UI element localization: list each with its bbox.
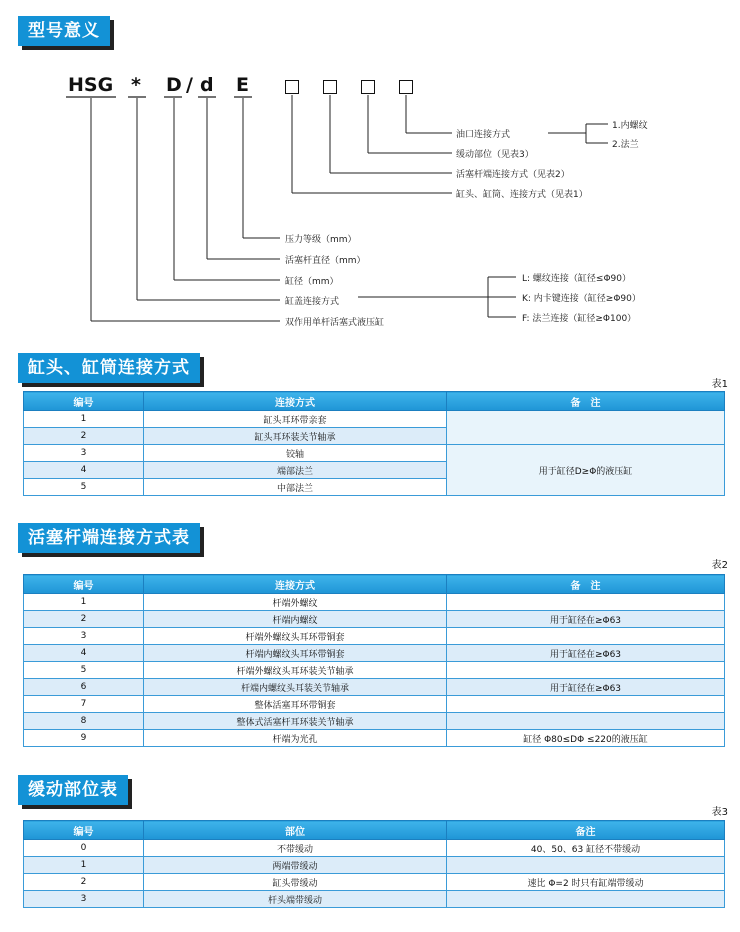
table-row: 9 杆端为光孔 缸径 Φ80≤DΦ ≤220的液压缸 (24, 730, 725, 747)
cover-option-K: K: 内卡键连接（缸径≥Φ90） (522, 294, 641, 304)
label-pressure: 压力等级（mm） (285, 235, 357, 245)
table2-header-remark: 备 注 (447, 575, 725, 594)
table3-header-no: 编号 (24, 821, 144, 840)
table-row: 3 杆端外螺纹头耳环带铜套 (24, 628, 725, 645)
table3-header-remark: 备注 (447, 821, 725, 840)
section-title-table2: 活塞杆端连接方式表 (18, 523, 200, 553)
table1-header-method: 连接方式 (144, 392, 447, 411)
cover-option-F: F: 法兰连接（缸径≥Φ100） (522, 314, 637, 324)
model-prefix: HSG (68, 74, 114, 96)
table-row: 0 不带缓动 40、50、63 缸径不带缓动 (24, 840, 725, 857)
table-row: 5 杆端外螺纹头耳环装关节轴承 (24, 662, 725, 679)
model-bore-code: D (166, 74, 182, 96)
table-row: 2 缸头带缓动 速比 Φ=2 时只有缸端带缓动 (24, 874, 725, 891)
table-row: 1 缸头耳环带亲套 (24, 411, 725, 428)
model-box-head (285, 80, 299, 94)
model-box-port (399, 80, 413, 94)
table-row: 4 杆端内螺纹头耳环带铜套 用于缸径在≥Φ63 (24, 645, 725, 662)
table1-remark: 用于缸径D≥Φ的液压缸 (447, 445, 725, 496)
table3-header-position: 部位 (144, 821, 447, 840)
label-cushion: 缓动部位（见表3） (456, 150, 534, 160)
model-star: * (131, 74, 141, 96)
table-row: 1 两端带缓动 (24, 857, 725, 874)
table2 (23, 574, 725, 747)
table-row: 2 杆端内螺纹 用于缸径在≥Φ63 (24, 611, 725, 628)
table1 (23, 391, 725, 496)
table2-header-method: 连接方式 (144, 575, 447, 594)
table-row: 5 中部法兰 (24, 479, 725, 496)
section-title-model: 型号意义 (18, 16, 110, 46)
table1-header-no: 编号 (24, 392, 144, 411)
table2-label: 表2 (711, 560, 728, 571)
cover-option-L: L: 螺纹连接（缸径≤Φ90） (522, 274, 631, 284)
table2-header-no: 编号 (24, 575, 144, 594)
table-row: 1 杆端外螺纹 (24, 594, 725, 611)
table-row: 4 端部法兰 (24, 462, 725, 479)
port-option-2: 2.法兰 (612, 140, 639, 150)
table-row: 2 缸头耳环装关节轴承 (24, 428, 725, 445)
label-cover: 缸盖连接方式 (285, 297, 340, 307)
model-box-cushion (361, 80, 375, 94)
table1-label: 表1 (711, 379, 728, 390)
model-slash: / (186, 74, 193, 96)
table-row: 7 整体活塞耳环带铜套 (24, 696, 725, 713)
table3 (23, 820, 725, 908)
table1-header-remark: 备 注 (447, 392, 725, 411)
model-pressure-code: E (236, 74, 249, 96)
label-head: 缸头、缸筒、连接方式（见表1） (456, 190, 588, 200)
table3-label: 表3 (711, 807, 728, 818)
model-rod-code: d (200, 74, 214, 96)
label-port: 油口连接方式 (456, 130, 511, 140)
table-row: 3 杆头端带缓动 (24, 891, 725, 908)
label-rod-end: 活塞杆端连接方式（见表2） (456, 170, 570, 180)
table-row: 8 整体式活塞杆耳环装关节轴承 (24, 713, 725, 730)
model-box-rod-end (323, 80, 337, 94)
label-rod-diameter: 活塞杆直径（mm） (285, 256, 366, 266)
table-row: 6 杆端内螺纹头耳装关节轴承 用于缸径在≥Φ63 (24, 679, 725, 696)
port-option-1: 1.内螺纹 (612, 121, 648, 131)
label-bore: 缸径（mm） (285, 277, 339, 287)
table-row: 3 铰轴 用于缸径D≥Φ的液压缸 (24, 445, 725, 462)
label-type: 双作用单杆活塞式液压缸 (285, 318, 385, 328)
section-title-table1: 缸头、缸筒连接方式 (18, 353, 200, 383)
section-title-table3: 缓动部位表 (18, 775, 128, 805)
